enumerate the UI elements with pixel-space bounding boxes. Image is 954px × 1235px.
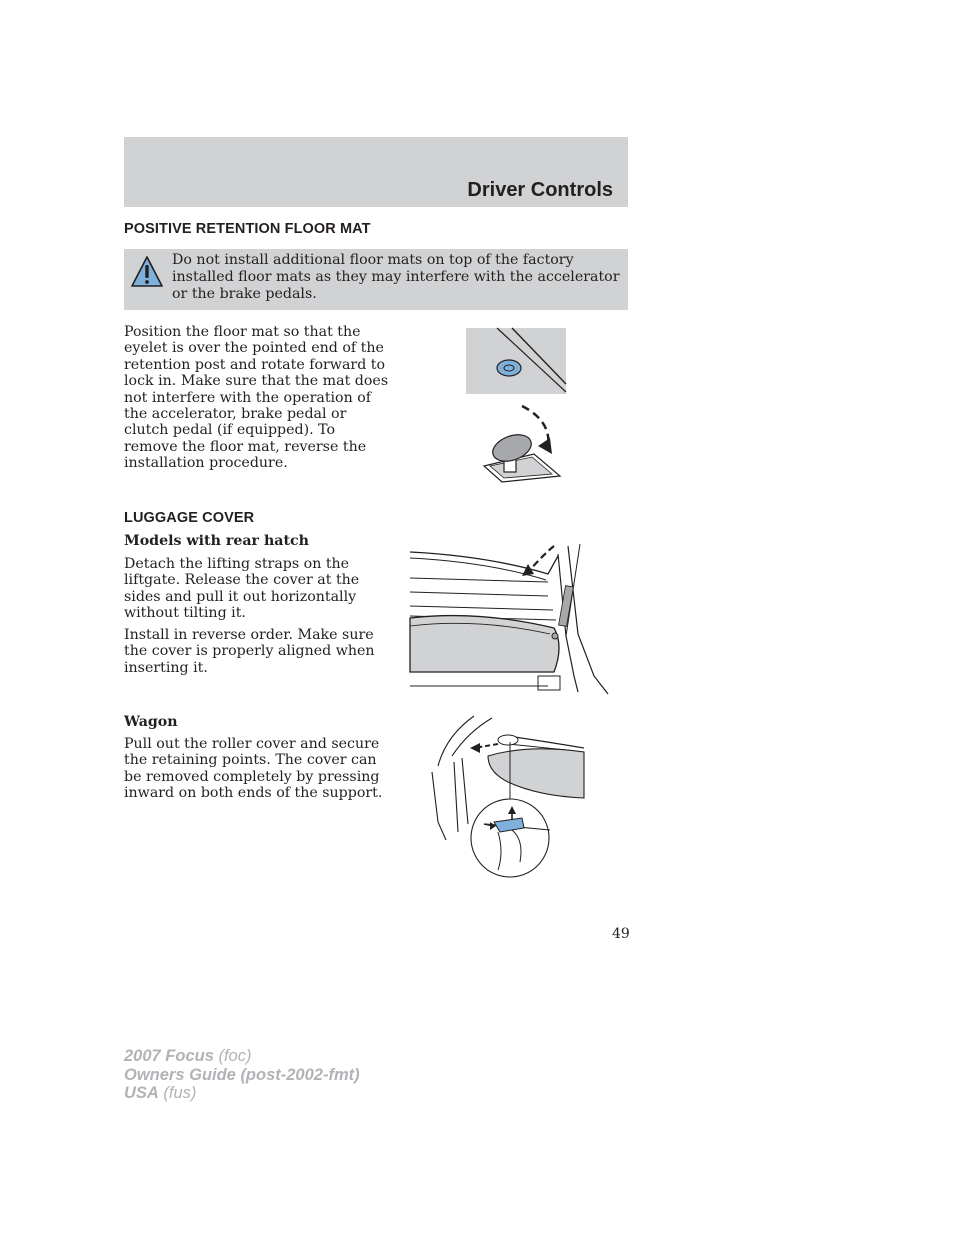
footer-line-1: 2007 Focus (foc) — [124, 1047, 252, 1065]
warning-triangle-icon — [130, 255, 164, 289]
text-line: inward on both ends of the support. — [124, 785, 383, 802]
floor-mat-instructions — [124, 324, 388, 472]
text-line: Pull out the roller cover and secure — [124, 736, 380, 752]
text-line: be removed completely by pressing — [124, 768, 380, 785]
text-line: liftgate. Release the cover at the — [124, 572, 360, 589]
warning-text: Do not install additional floor mats on top of the factory installed floor mats as they may interfere with the accelerator or the brake pedals. — [172, 252, 620, 302]
text-line: the retaining points. The cover can — [124, 752, 377, 769]
text-line: eyelet is over the pointed end of the — [124, 340, 384, 357]
rear-hatch-paragraph-1 — [124, 556, 359, 622]
text-line: lock in. Make sure that the mat does — [124, 373, 389, 390]
wagon-subheading: Wagon — [124, 714, 178, 730]
footer-line-3: USA (fus) — [124, 1084, 197, 1102]
header-band — [124, 137, 628, 207]
text-line: installation procedure. — [124, 455, 288, 472]
luggage-cover-heading: LUGGAGE COVER — [124, 510, 255, 526]
text-line: the cover is properly aligned when — [124, 643, 375, 660]
text-line: without tilting it. — [124, 605, 246, 622]
text-line: clutch pedal (if equipped). To — [124, 422, 336, 439]
text-line: remove the floor mat, reverse the — [124, 438, 367, 455]
floor-mat-illustration — [462, 326, 570, 486]
page-number: 49 — [612, 926, 630, 942]
text-line: sides and pull it out horizontally — [124, 588, 357, 605]
text-line: Position the floor mat so that the — [124, 324, 361, 340]
wagon-paragraph — [124, 736, 382, 802]
rear-hatch-paragraph-2 — [124, 627, 375, 676]
rear-hatch-subheading: Models with rear hatch — [124, 533, 309, 549]
rear-hatch-illustration — [408, 536, 612, 696]
warning-box — [124, 249, 628, 310]
text-line: Install in reverse order. Make sure — [124, 627, 374, 643]
footer — [124, 1047, 360, 1103]
text-line: the accelerator, brake pedal or — [124, 406, 347, 423]
text-line: Detach the lifting straps on the — [124, 556, 350, 572]
footer-line-2: Owners Guide (post-2002-fmt) — [124, 1065, 360, 1084]
text-line: not interfere with the operation of — [124, 389, 372, 406]
header-title: Driver Controls — [467, 179, 613, 201]
text-line: inserting it. — [124, 659, 208, 676]
floor-mat-heading: POSITIVE RETENTION FLOOR MAT — [124, 221, 371, 237]
text-line: retention post and rotate forward to — [124, 356, 386, 373]
wagon-illustration — [428, 712, 588, 882]
